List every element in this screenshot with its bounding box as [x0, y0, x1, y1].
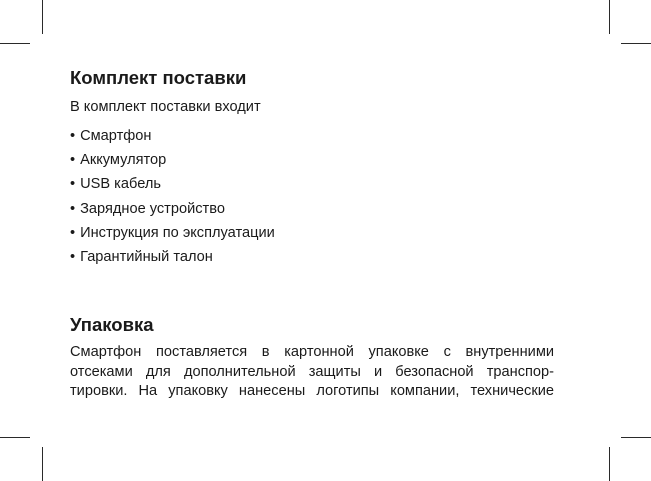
packaging-paragraph — [70, 343, 554, 402]
list-item: • Аккумулятор — [70, 148, 275, 172]
package-contents-intro: В комплект поставки входит — [70, 99, 261, 115]
crop-mark-bottom-right-vertical — [609, 447, 610, 481]
list-item: • Смартфон — [70, 124, 275, 148]
section-heading-packaging: Упаковка — [70, 314, 154, 335]
list-item: • Гарантийный талон — [70, 245, 275, 269]
crop-mark-bottom-left-vertical — [42, 447, 43, 481]
list-item: • Инструкция по эксплуатации — [70, 221, 275, 245]
paragraph-line: тировки. На упаковку нанесены логотипы компании, технические — [70, 383, 554, 399]
crop-mark-top-left-vertical — [42, 0, 43, 34]
list-item: • Зарядное устройство — [70, 197, 275, 221]
package-contents-list — [70, 124, 275, 269]
crop-mark-top-left-horizontal — [0, 43, 30, 44]
paragraph-line: отсеками для дополнительной защиты и безопасной транспор- — [70, 363, 554, 380]
crop-mark-bottom-left-horizontal — [0, 437, 30, 438]
paragraph-line: Смартфон поставляется в картонной упаковке с внутренними — [70, 344, 554, 360]
crop-mark-bottom-right-horizontal — [621, 437, 651, 438]
section-heading-package-contents: Комплект поставки — [70, 67, 247, 88]
crop-mark-top-right-vertical — [609, 0, 610, 34]
crop-mark-top-right-horizontal — [621, 43, 651, 44]
list-item: • USB кабель — [70, 172, 275, 196]
